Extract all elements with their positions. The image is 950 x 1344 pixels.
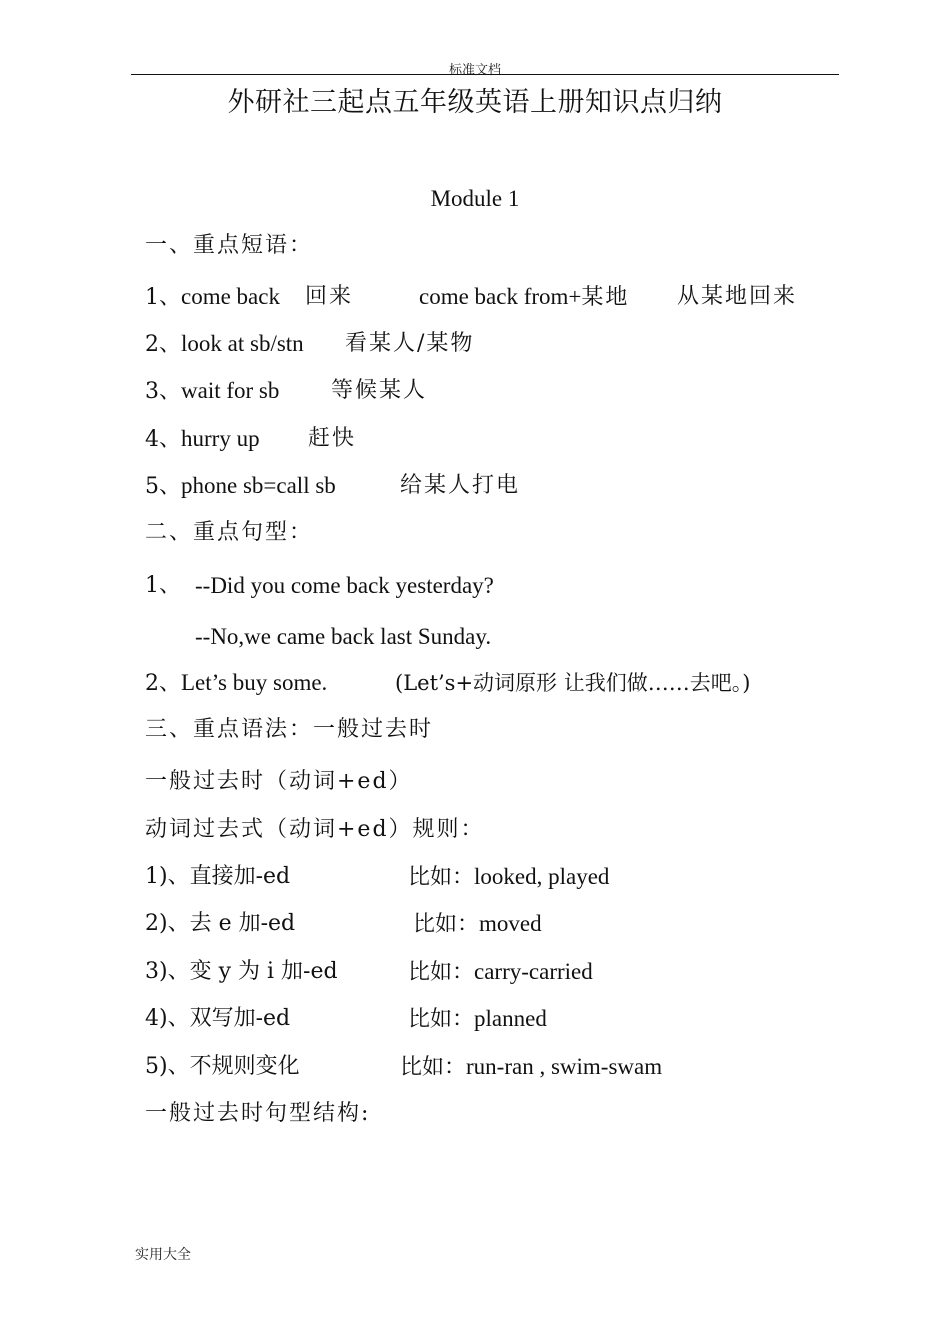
rule-text: 5)、不规则变化 xyxy=(145,1054,300,1079)
example-text: run-ran , swim-swam xyxy=(466,1054,663,1079)
example-label: 比如： xyxy=(400,1055,467,1080)
sentence-answer: --No,we came back last Sunday. xyxy=(195,624,492,649)
example-label: 比如： xyxy=(408,960,475,985)
phrase-en: look at sb/stn xyxy=(181,331,304,356)
sentence-num: 2、 xyxy=(145,671,181,696)
example-text: looked, played xyxy=(474,864,610,889)
phrase-num: 3、 xyxy=(145,379,181,404)
phrase-cn-2: 某地 xyxy=(581,285,630,310)
example-text: carry-carried xyxy=(474,959,593,984)
phrase-cn: 给某人打电 xyxy=(400,473,521,498)
example-text: moved xyxy=(479,911,542,936)
example-label: 比如： xyxy=(408,1007,475,1032)
sentence-en: Let’s buy some. xyxy=(181,670,328,695)
module-heading: Module 1 xyxy=(430,186,520,211)
rule-text: 2)、去 e 加-ed xyxy=(145,911,296,936)
sentence-question: --Did you come back yesterday? xyxy=(195,573,494,598)
sentence-note: (Let’s+动词原形 让我们做……去吧。) xyxy=(395,671,751,695)
phrase-en-2: come back from+ xyxy=(419,284,582,309)
phrase-cn: 看某人/某物 xyxy=(345,331,475,356)
grammar-line-2: 动词过去式（动词+ed）规则： xyxy=(145,817,485,842)
header-rule xyxy=(131,74,839,75)
rule-text: 1)、直接加-ed xyxy=(145,864,291,889)
phrase-num: 5、 xyxy=(145,474,181,499)
phrase-en: wait for sb xyxy=(181,378,280,403)
grammar-line-1: 一般过去时（动词+ed） xyxy=(145,769,413,794)
phrase-num: 2、 xyxy=(145,332,181,357)
example-label: 比如： xyxy=(408,865,475,890)
section2-heading: 二、重点句型： xyxy=(145,520,314,545)
document-title: 外研社三起点五年级英语上册知识点归纳 xyxy=(227,87,723,118)
phrase-en: come back xyxy=(181,284,280,309)
sentence-num: 1、 xyxy=(145,573,181,598)
structure-heading: 一般过去时句型结构: xyxy=(145,1101,371,1126)
phrase-cn: 等候某人 xyxy=(331,378,428,403)
phrase-en: hurry up xyxy=(181,426,260,451)
phrase-cn: 回来 xyxy=(305,284,354,309)
phrase-en: phone sb=call sb xyxy=(181,473,336,498)
phrase-num: 4、 xyxy=(145,427,181,452)
example-text: planned xyxy=(474,1006,547,1031)
phrase-cn: 赶快 xyxy=(308,426,357,451)
phrase-num: 1、 xyxy=(145,285,181,310)
section3-heading: 三、重点语法：一般过去时 xyxy=(145,717,434,742)
rule-text: 3)、变 y 为 i 加-ed xyxy=(145,959,338,984)
example-label: 比如： xyxy=(413,912,480,937)
rule-text: 4)、双写加-ed xyxy=(145,1006,291,1031)
page-footer-label: 实用大全 xyxy=(135,1247,191,1263)
phrase-cn-3: 从某地回来 xyxy=(677,284,798,309)
section1-heading: 一、重点短语： xyxy=(145,233,314,258)
page-header-label: 标准文档 xyxy=(448,63,501,78)
